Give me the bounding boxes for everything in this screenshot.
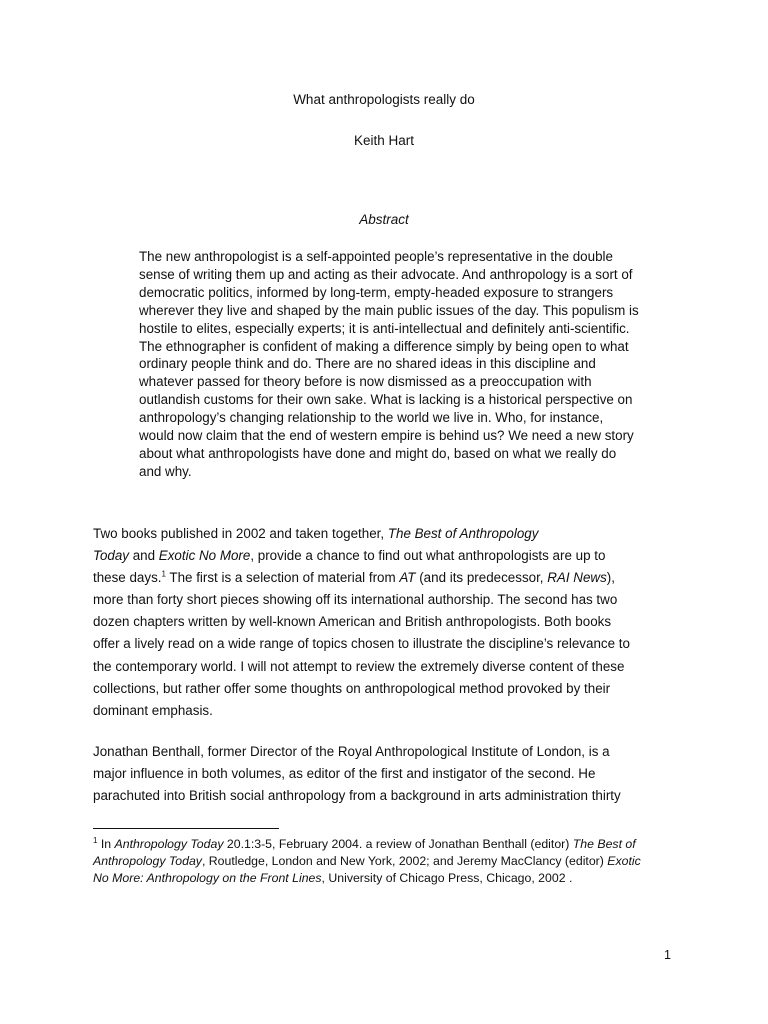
text-run: , University of Chicago Press, Chicago, 2002 .: [321, 871, 573, 886]
footnote-marker: 1: [93, 835, 98, 845]
abstract-line: The ethnographer is confident of making a difference simply by being open to what: [139, 338, 629, 354]
abstract-line: anthropology’s changing relationship to the world we live in. Who, for instance,: [139, 410, 604, 426]
book-title: Today: [93, 548, 129, 564]
footnote-separator: [93, 828, 279, 829]
text-run: and: [129, 548, 159, 564]
body-paragraph-2: [93, 741, 683, 807]
abstract-line: sense of writing them up and acting as their advocate. And anthropology is a sort of: [139, 266, 633, 282]
paragraph-line: dozen chapters written by well-known American and British anthropologists. Both books: [93, 614, 612, 630]
abstract-body: [139, 248, 671, 481]
abstract-line: wherever they live and shaped by the main public issues of the day. This populism is: [139, 302, 639, 318]
paragraph-line: collections, but rather offer some thoughts on anthropological method provoked by their: [93, 680, 611, 696]
book-title: Exotic: [607, 854, 641, 869]
book-title: The Best of: [572, 837, 636, 851]
abstract-line: about what anthropologists have done and might do, based on what we really do: [139, 445, 617, 461]
text-run: , provide a chance to find out what anthropologists are up to: [250, 548, 606, 564]
text-run: In: [97, 837, 115, 851]
body-paragraph-1: [93, 523, 683, 722]
abstract-line: whatever passed for theory before is now dismissed as a preoccupation with: [139, 374, 592, 390]
abstract-line: ordinary people think and do. There are no shared ideas in this discipline and: [139, 356, 596, 372]
paragraph-line: major influence in both volumes, as editor of the first and instigator of the second. He: [93, 766, 596, 782]
footnote: [93, 836, 683, 888]
paragraph-line: dominant emphasis.: [93, 702, 213, 718]
paragraph-line: Jonathan Benthall, former Director of the Royal Anthropological Institute of London, is a: [93, 744, 610, 759]
text-run: ),: [606, 570, 615, 586]
paragraph-line: [93, 567, 683, 589]
abstract-line: The new anthropologist is a self-appointed people’s representative in the double: [139, 249, 613, 264]
abstract-line: hostile to elites, especially experts; it is anti-intellectual and definitely anti-scientific.: [139, 320, 630, 336]
text-run: , Routledge, London and New York, 2002; and Jeremy MacClancy (editor): [201, 854, 608, 869]
paragraph-line: [93, 545, 683, 567]
paragraph-line: [93, 523, 683, 545]
paragraph-line: offer a lively read on a wide range of topics chosen to illustrate the discipline’s relevance to: [93, 636, 630, 652]
book-title: Anthropology Today: [93, 854, 202, 869]
footnote-line: [93, 870, 683, 887]
book-title: Exotic No More: [158, 548, 251, 564]
publication-name: RAI News: [547, 570, 607, 586]
abstract-heading: Abstract: [359, 212, 409, 227]
text-run: The first is a selection of material from: [165, 570, 400, 586]
text-run: (and its predecessor,: [415, 570, 548, 586]
abstract-line: democratic politics, informed by long-term, empty-headed exposure to strangers: [139, 284, 614, 300]
paragraph-line: more than forty short pieces showing off its international authorship. The second has two: [93, 592, 618, 608]
book-title: The Best of Anthropology: [387, 526, 539, 541]
abstract-line: would now claim that the end of western empire is behind us? We need a new story: [139, 428, 634, 444]
publication-name: AT: [399, 570, 416, 586]
paragraph-line: the contemporary world. I will not attempt to review the extremely diverse content of these: [93, 658, 625, 674]
footnote-reference[interactable]: 1: [161, 569, 166, 579]
text-run: these days.: [93, 570, 162, 586]
footnote-line: [93, 853, 683, 870]
page-number: 1: [664, 948, 671, 962]
document-title: What anthropologists really do: [293, 92, 475, 107]
abstract-line: outlandish customs for their own sake. What is lacking is a historical perspective on: [139, 392, 633, 408]
book-title: No More: Anthropology on the Front Lines: [93, 871, 322, 886]
footnote-line: [93, 836, 683, 853]
author-name: Keith Hart: [353, 133, 415, 148]
publication-name: Anthropology Today: [114, 837, 224, 851]
abstract-line: and why.: [139, 463, 192, 479]
paragraph-line: parachuted into British social anthropology from a background in arts administration thirty: [93, 788, 621, 804]
text-run: 20.1:3-5, February 2004. a review of Jonathan Benthall (editor): [223, 837, 573, 851]
text-run: Two books published in 2002 and taken together,: [93, 526, 388, 541]
